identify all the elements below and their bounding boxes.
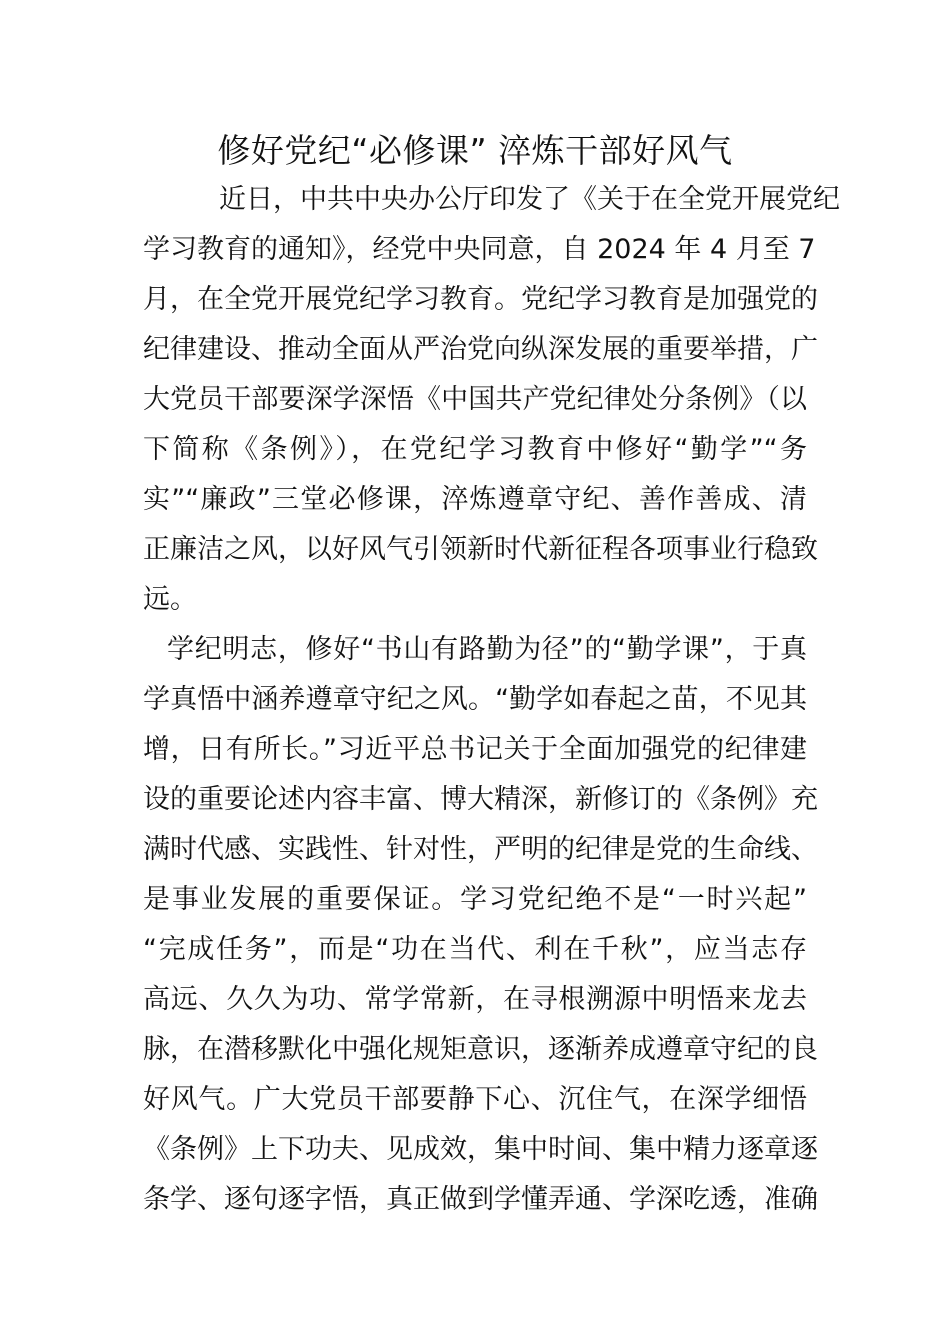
paragraph-2-line-5: 满时代感、实践性、针对性，严明的纪律是党的生命线、 bbox=[143, 834, 818, 865]
paragraph-1-line-9: 远。 bbox=[143, 584, 197, 615]
paragraph-2-line-6: 是事业发展的重要保证。学习党纪绝不是“一时兴起” bbox=[143, 884, 807, 915]
paragraph-1-line-4: 纪律建设、推动全面从严治党向纵深发展的重要举措，广 bbox=[143, 334, 818, 365]
paragraph-2-line-7: “完成任务”，而是“功在当代、利在千秋”，应当志存 bbox=[143, 934, 807, 965]
paragraph-2-line-8: 高远、久久为功、常学常新，在寻根溯源中明悟来龙去 bbox=[143, 984, 807, 1015]
paragraph-1-line-2: 学习教育的通知》，经党中央同意，自 2024 年 4 月至 7 bbox=[143, 234, 816, 265]
document-title: 修好党纪“必修课” 淬炼干部好风气 bbox=[217, 131, 733, 170]
paragraph-2-line-4: 设的重要论述内容丰富、博大精深，新修订的《条例》充 bbox=[143, 784, 818, 815]
paragraph-1-line-7: 实”“廉政”三堂必修课，淬炼遵章守纪、善作善成、清 bbox=[143, 484, 807, 515]
paragraph-1-line-3: 月，在全党开展党纪学习教育。党纪学习教育是加强党的 bbox=[143, 284, 818, 315]
paragraph-2-line-1: 学纪明志，修好“书山有路勤为径”的“勤学课”，于真 bbox=[167, 634, 807, 665]
paragraph-1-line-5: 大党员干部要深学深悟《中国共产党纪律处分条例》（以 bbox=[143, 384, 807, 415]
paragraph-2-line-9: 脉，在潜移默化中强化规矩意识，逐渐养成遵章守纪的良 bbox=[143, 1034, 818, 1065]
paragraph-2-line-2: 学真悟中涵养遵章守纪之风。“勤学如春起之苗，不见其 bbox=[143, 684, 807, 715]
paragraph-2-line-12: 条学、逐句逐字悟，真正做到学懂弄通、学深吃透，准确 bbox=[143, 1184, 818, 1215]
paragraph-1-line-8: 正廉洁之风，以好风气引领新时代新征程各项事业行稳致 bbox=[143, 534, 818, 565]
paragraph-2-line-11: 《条例》上下功夫、见成效，集中时间、集中精力逐章逐 bbox=[143, 1134, 818, 1165]
paragraph-1-line-1: 近日，中共中央办公厅印发了《关于在全党开展党纪 bbox=[219, 184, 840, 215]
paragraph-1-line-6: 下简称《条例》），在党纪学习教育中修好“勤学”“务 bbox=[143, 434, 807, 465]
paragraph-2-line-10: 好风气。广大党员干部要静下心、沉住气，在深学细悟 bbox=[143, 1084, 807, 1115]
paragraph-2-line-3: 增，日有所长。”习近平总书记关于全面加强党的纪律建 bbox=[143, 734, 807, 765]
